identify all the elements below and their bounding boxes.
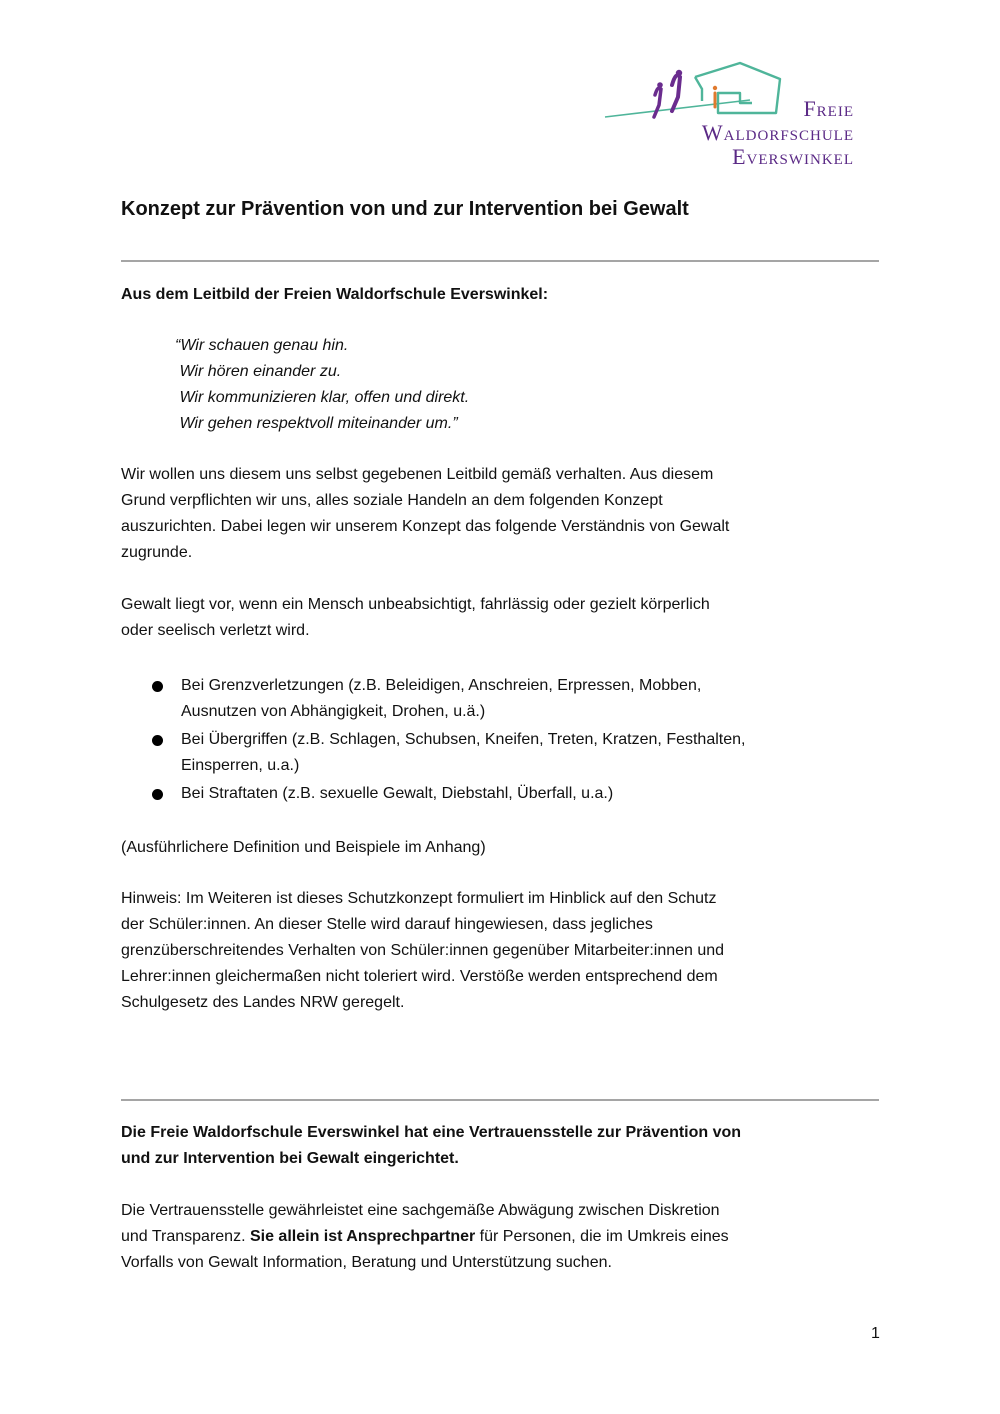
text-line: auszurichten. Dabei legen wir unserem Konzept das folgende Verständnis von Gewalt — [121, 518, 730, 535]
quote-line: “Wir schauen genau hin. — [175, 337, 349, 354]
text-line: Bei Übergriffen (z.B. Schlagen, Schubsen, Kneifen, Treten, Kratzen, Festhalten, — [181, 731, 746, 748]
text-line: Gewalt liegt vor, wenn ein Mensch unbeabsichtigt, fahrlässig oder gezielt körperlich — [121, 596, 710, 613]
text-line: grenzüberschreitendes Verhalten von Schüler:innen gegenüber Mitarbeiter:innen und — [121, 942, 725, 959]
school-logo — [600, 55, 860, 170]
text-line: Lehrer:innen gleichermaßen nicht toleriert wird. Verstöße werden entsprechend dem — [121, 968, 718, 985]
text-line: der Schüler:innen. An dieser Stelle wird darauf hingewiesen, dass jegliches — [121, 916, 653, 933]
section-heading-vertrauensstelle — [121, 1120, 741, 1172]
logo-text-line1: Freie — [803, 96, 854, 121]
paragraph-hinweis — [121, 886, 724, 1016]
text-line: Schulgesetz des Landes NRW geregelt. — [121, 994, 405, 1011]
bullet-icon — [152, 681, 163, 692]
text-line: Wir wollen uns diesem uns selbst gegebenen Leitbild gemäß verhalten. Aus diesem — [121, 466, 714, 483]
paragraph-leitbild — [121, 462, 729, 566]
text-line: Bei Straftaten (z.B. sexuelle Gewalt, Diebstahl, Überfall, u.a.) — [181, 785, 614, 802]
paragraph-gewalt-definition — [121, 592, 710, 644]
quote-line: Wir kommunizieren klar, offen und direkt. — [175, 389, 470, 406]
logo-graphic-icon — [600, 55, 800, 125]
text-line: Ausnutzen von Abhängigkeit, Drohen, u.ä.) — [181, 703, 486, 720]
quote-line: Wir hören einander zu. — [175, 363, 342, 380]
text-line: Die Vertrauensstelle gewährleistet eine sachgemäße Abwägung zwischen Diskretion — [121, 1202, 720, 1219]
text-line — [121, 1224, 729, 1250]
emphasis-text: Sie allein ist Ansprechpartner — [249, 1228, 476, 1245]
logo-text-line3: Everswinkel — [732, 144, 854, 169]
text-line: Vorfalls von Gewalt Information, Beratung und Unterstützung suchen. — [121, 1254, 612, 1271]
text-span: für Personen, die im Umkreis eines — [475, 1228, 729, 1245]
gewalt-types-list — [150, 673, 745, 809]
text-line: Grund verpflichten wir uns, alles soziale Handeln an dem folgenden Konzept — [121, 492, 663, 509]
logo-text-line2: Waldorfschule — [701, 120, 854, 145]
list-item — [150, 781, 745, 807]
quote-line: Wir gehen respektvoll miteinander um.” — [175, 415, 458, 432]
text-line: Hinweis: Im Weiteren ist dieses Schutzkonzept formuliert im Hinblick auf den Schutz — [121, 890, 717, 907]
list-item — [150, 673, 745, 725]
paragraph-vertrauensstelle — [121, 1198, 729, 1276]
text-line: oder seelisch verletzt wird. — [121, 622, 310, 639]
document-title: Konzept zur Prävention von und zur Intervention bei Gewalt — [121, 198, 689, 220]
divider — [121, 260, 879, 262]
divider — [121, 1099, 879, 1101]
leitbild-quote — [175, 333, 469, 437]
text-line: zugrunde. — [121, 544, 193, 561]
bullet-icon — [152, 789, 163, 800]
page-number: 1 — [871, 1325, 880, 1342]
text-span: und Transparenz. — [121, 1228, 250, 1245]
bullet-icon — [152, 735, 163, 746]
annex-note: (Ausführlichere Definition und Beispiele im Anhang) — [121, 839, 486, 856]
text-line: Bei Grenzverletzungen (z.B. Beleidigen, Anschreien, Erpressen, Mobben, — [181, 677, 702, 694]
section-heading-leitbild: Aus dem Leitbild der Freien Waldorfschule Everswinkel: — [121, 286, 549, 303]
text-line: Einsperren, u.a.) — [181, 757, 300, 774]
list-item — [150, 727, 745, 779]
text-line: und zur Intervention bei Gewalt eingerichtet. — [121, 1150, 459, 1167]
text-line: Die Freie Waldorfschule Everswinkel hat eine Vertrauensstelle zur Prävention von — [121, 1124, 742, 1141]
